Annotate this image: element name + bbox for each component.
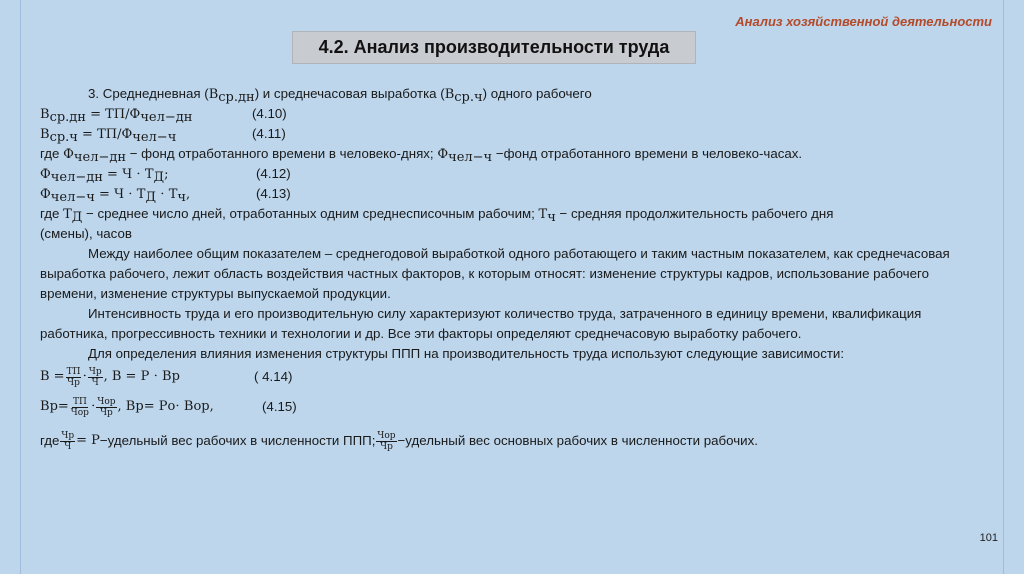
formula-number: ( 4.14) xyxy=(254,369,293,384)
fraction: $\frac{ТП}{Чр}$ xyxy=(66,366,81,388)
definition-line-2: где $Т_Д$ − среднее число дней, отработанных одним среднесписочным рабочим; $Т_ч$ − средняя продолжительность рабочего дня xyxy=(40,206,834,225)
page-number: 101 xyxy=(979,532,998,544)
formula-4-15: В р = $\frac{ТП}{\text{Чор}}$ ⋅ $\frac{\text{Чор}}{Чр}$ , В р = Р о ⋅ В ор , (4.15) xyxy=(40,396,297,418)
definition-line-2-cont: (смены), часов xyxy=(40,226,132,241)
formula-4-12: $Ф_{чел-дн} = Ч \cdot Т_Д$; (4.12) xyxy=(40,166,291,185)
formula-4-14: В = $\frac{ТП}{Чр}$ ⋅ $\frac{Чр}{Ч}$ , В = Р ⋅ В р ( 4.14) xyxy=(40,366,293,388)
right-divider xyxy=(1003,0,1004,574)
left-divider xyxy=(20,0,21,574)
formula-4-10: $В_{ср.дн} = ТП/Ф_{чел-дн}$ (4.10) xyxy=(40,106,287,125)
formula-number: (4.13) xyxy=(256,186,291,201)
fraction: $\frac{Чр}{Ч}$ xyxy=(61,430,75,452)
formula-number: (4.12) xyxy=(256,166,291,181)
formula-number: (4.11) xyxy=(252,126,286,141)
formula-4-13: $Ф_{чел-ч} = Ч \cdot Т_Д \cdot Т_ч$, (4.13) xyxy=(40,186,291,205)
paragraph-1: Между наиболее общим показателем – среднегодовой выработкой одного работающего и таким частным показателем, как среднечасовая выработка рабочего, лежит область воздействия частных факторов, к которым относят: изменение структуры кадров, использование рабочего времени, изменение структуры выпускаемой продукции. xyxy=(40,246,950,301)
fraction: $\frac{\text{Чор}}{Чр}$ xyxy=(377,430,396,452)
paragraph-3: Для определения влияния изменения структуры ППП на производительность труда используют следующие зависимости: xyxy=(88,346,845,361)
slide-title: 4.2. Анализ производительности труда xyxy=(292,31,696,64)
paragraph-2: Интенсивность труда и его производительную силу характеризуют количество труда, затраченного в единицу времени, квалификация работника, прогрессивность техники и технологии и др. Все эти факторы определяют среднечасовую выработку рабочего. xyxy=(40,306,922,341)
subject-header: Анализ хозяйственной деятельности xyxy=(735,14,992,29)
item-3-line: 3. Среднедневная $(В_{ср.дн})$ и среднечасовая выработка $(В_{ср.ч})$ одного рабочего xyxy=(88,86,592,105)
fraction: $\frac{Чр}{Ч}$ xyxy=(88,366,102,388)
formula-4-11: $В_{ср.ч} = ТП/Ф_{чел-ч}$ (4.11) xyxy=(40,126,286,145)
formula-number: (4.15) xyxy=(262,399,297,414)
formula-number: (4.10) xyxy=(252,106,287,121)
fraction: $\frac{ТП}{\text{Чор}}$ xyxy=(70,396,89,418)
definition-line-1: где $Ф_{чел-дн}$ − фонд отработанного времени в человеко-днях; $Ф_{чел-ч}$ −фонд отработанного времени в человеко-часах. xyxy=(40,146,803,165)
definition-line-3: где $\frac{Чр}{Ч}$ = Р −удельный вес рабочих в численности ППП; $\frac{\text{Чор}}{Чр}$ −удельный вес основных рабочих в численности рабочих. xyxy=(40,430,758,452)
slide-content xyxy=(40,84,985,454)
fraction: $\frac{\text{Чор}}{Чр}$ xyxy=(97,396,116,418)
